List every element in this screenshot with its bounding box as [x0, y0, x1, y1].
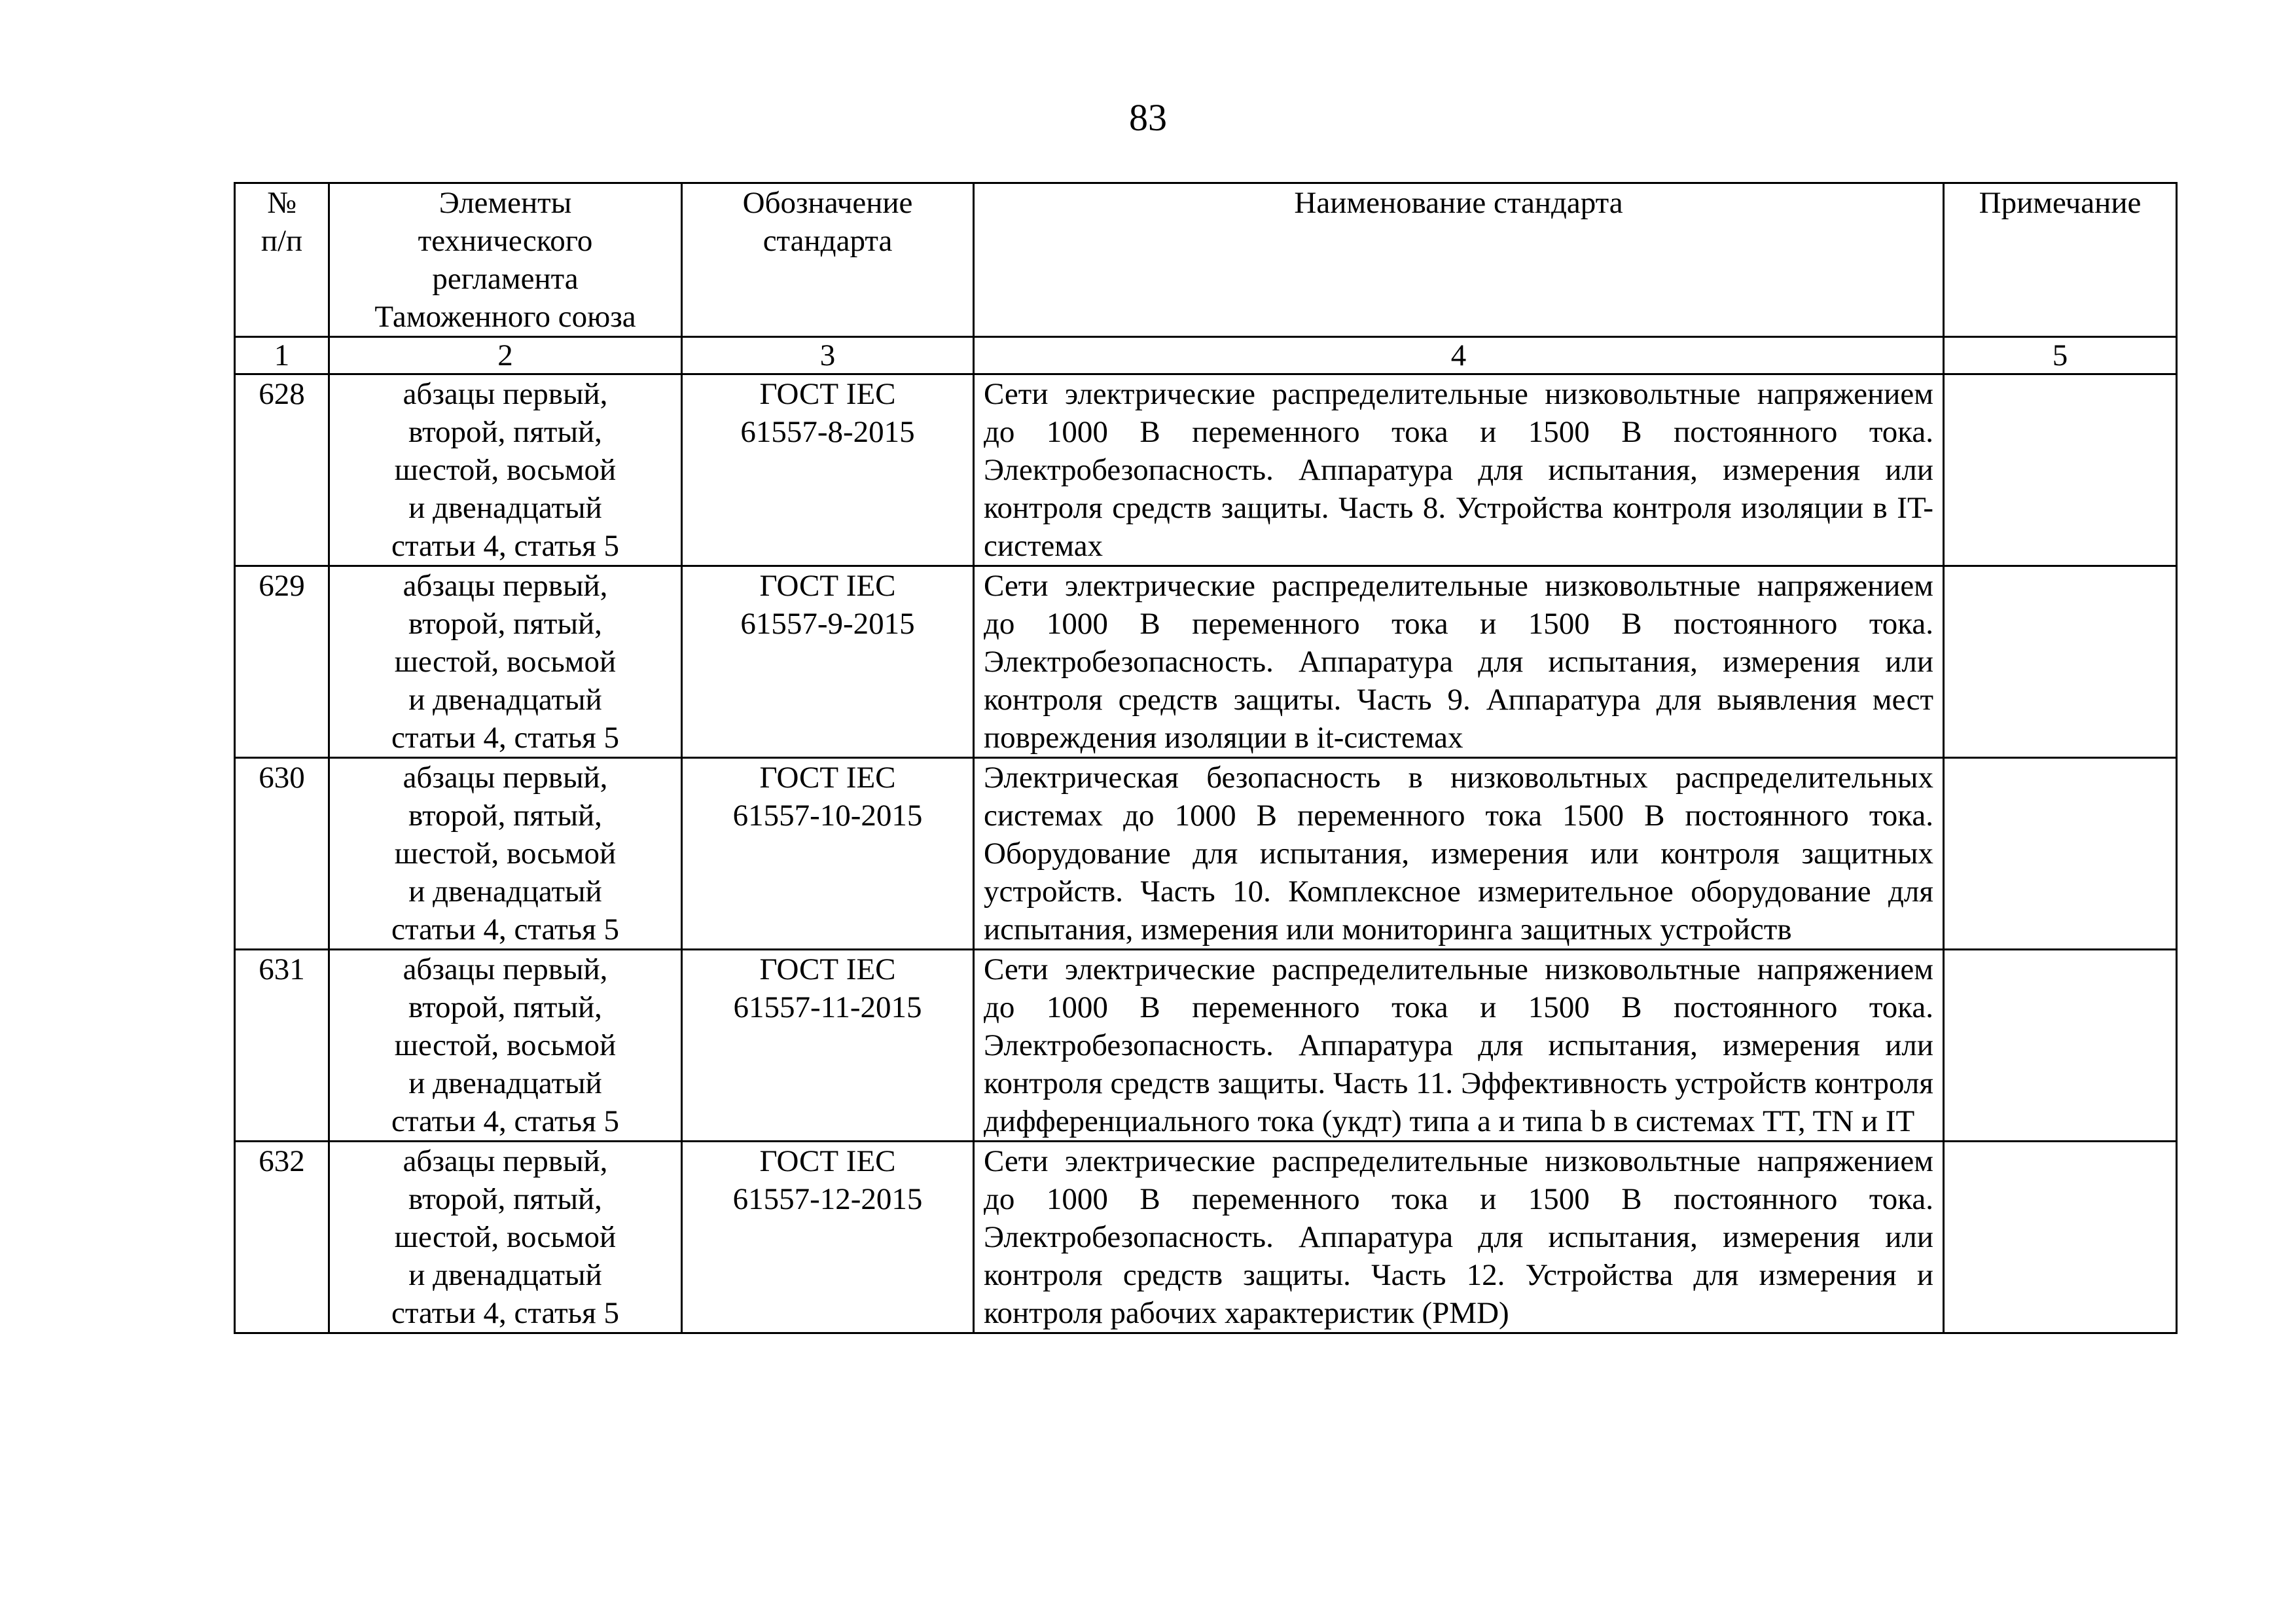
- regulation-elements-cell: абзацы первый, второй, пятый, шестой, восьмой и двенадцатый статьи 4, статья 5: [329, 950, 682, 1142]
- page-number: 83: [1129, 96, 1167, 139]
- header-note: Примечание: [1944, 183, 2177, 337]
- note-cell: [1944, 374, 2177, 566]
- regulation-elements-cell: абзацы первый, второй, пятый, шестой, восьмой и двенадцатый статьи 4, статья 5: [329, 1142, 682, 1333]
- table-row: [235, 950, 2177, 1142]
- row-number: 632: [235, 1142, 329, 1333]
- standard-code-cell: ГОСТ IEC 61557-10-2015: [682, 758, 974, 950]
- table-row: [235, 374, 2177, 566]
- column-index: 4: [974, 337, 1944, 374]
- table-row: [235, 1142, 2177, 1333]
- column-index-row: [235, 337, 2177, 374]
- note-cell: [1944, 758, 2177, 950]
- row-number: 628: [235, 374, 329, 566]
- regulation-elements-cell: абзацы первый, второй, пятый, шестой, восьмой и двенадцатый статьи 4, статья 5: [329, 758, 682, 950]
- standard-name-cell: Электрическая безопасность в низковольтных распределительных системах до 1000 В переменного тока 1500 В постоянного тока. Оборудование для испытания, измерения или контроля защитных устройств. Часть 10. Комплексное измерительное оборудование для испытания, измерения или мониторинга защитных устройств: [974, 758, 1944, 950]
- standard-name-cell: Сети электрические распределительные низковольтные напряжением до 1000 В переменного тока и 1500 В постоянного тока. Электробезопасность. Аппаратура для испытания, измерения или контроля средств защиты. Часть 11. Эффективность устройств контроля дифференциального тока (укдт) типа а и типа b в системах TT, TN и IT: [974, 950, 1944, 1142]
- note-cell: [1944, 950, 2177, 1142]
- standard-name-cell: Сети электрические распределительные низковольтные напряжением до 1000 В переменного тока и 1500 В постоянного тока. Электробезопасность. Аппаратура для испытания, измерения или контроля средств защиты. Часть 9. Аппаратура для выявления мест повреждения изоляции в it-системах: [974, 566, 1944, 758]
- table-row: [235, 758, 2177, 950]
- header-number: № п/п: [235, 183, 329, 337]
- table-row: [235, 566, 2177, 758]
- standard-code-cell: ГОСТ IEC 61557-11-2015: [682, 950, 974, 1142]
- note-cell: [1944, 1142, 2177, 1333]
- standards-table: [234, 182, 2178, 1334]
- standard-code-cell: ГОСТ IEC 61557-8-2015: [682, 374, 974, 566]
- standard-code-cell: ГОСТ IEC 61557-12-2015: [682, 1142, 974, 1333]
- regulation-elements-cell: абзацы первый, второй, пятый, шестой, восьмой и двенадцатый статьи 4, статья 5: [329, 566, 682, 758]
- column-index: 5: [1944, 337, 2177, 374]
- header-standard-name: Наименование стандарта: [974, 183, 1944, 337]
- row-number: 630: [235, 758, 329, 950]
- note-cell: [1944, 566, 2177, 758]
- column-index: 2: [329, 337, 682, 374]
- row-number: 629: [235, 566, 329, 758]
- regulation-elements-cell: абзацы первый, второй, пятый, шестой, восьмой и двенадцатый статьи 4, статья 5: [329, 374, 682, 566]
- header-regulation-elements: Элементы технического регламента Таможенного союза: [329, 183, 682, 337]
- header-standard-code: Обозначение стандарта: [682, 183, 974, 337]
- column-index: 3: [682, 337, 974, 374]
- standard-code-cell: ГОСТ IEC 61557-9-2015: [682, 566, 974, 758]
- table-header-row: [235, 183, 2177, 337]
- standard-name-cell: Сети электрические распределительные низковольтные напряжением до 1000 В переменного тока и 1500 В постоянного тока. Электробезопасность. Аппаратура для испытания, измерения или контроля средств защиты. Часть 12. Устройства для измерения и контроля рабочих характеристик (PMD): [974, 1142, 1944, 1333]
- column-index: 1: [235, 337, 329, 374]
- row-number: 631: [235, 950, 329, 1142]
- standard-name-cell: Сети электрические распределительные низковольтные напряжением до 1000 В переменного тока и 1500 В постоянного тока. Электробезопасность. Аппаратура для испытания, измерения или контроля средств защиты. Часть 8. Устройства контроля изоляции в IT-системах: [974, 374, 1944, 566]
